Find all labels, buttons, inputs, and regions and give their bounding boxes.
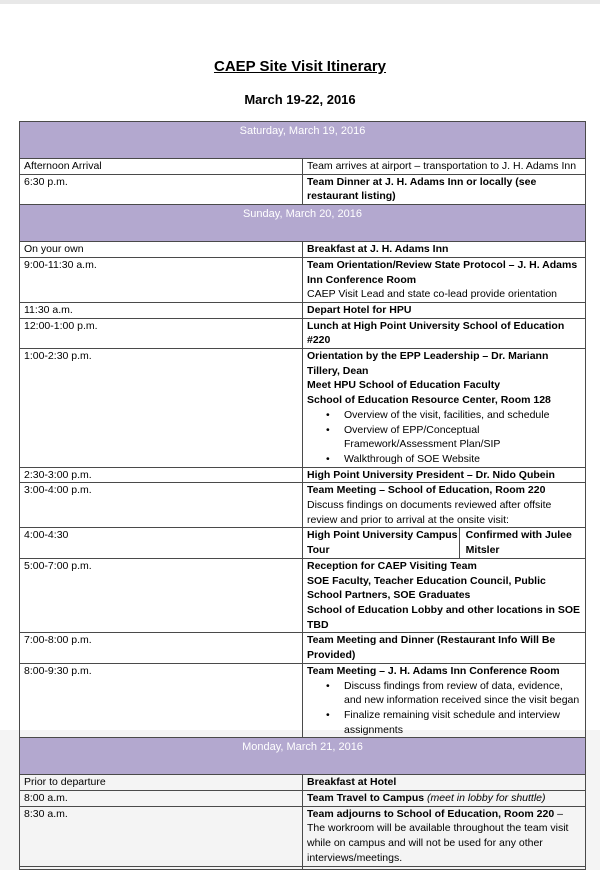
time-cell: 8:00 a.m. <box>20 791 303 807</box>
activity-line: CAEP Visit Lead and state co-lead provide orientation <box>307 288 558 301</box>
activity-note: (meet in lobby for shuttle) <box>427 792 546 805</box>
campus-tour-label: High Point University Campus Tour <box>307 528 460 558</box>
activity-cell <box>303 257 586 302</box>
activity-line: School of Education Resource Center, Room 128 <box>307 394 551 407</box>
time-cell: 7:00-8:00 p.m. <box>20 633 303 663</box>
activity-cell <box>303 663 586 738</box>
itinerary-table <box>19 121 586 870</box>
activity-cell <box>303 528 586 558</box>
time-cell: Afternoon Arrival <box>20 159 303 175</box>
activity-line: Discuss findings on documents reviewed after offsite review and prior to arrival at the onsite visit: <box>307 499 552 526</box>
activity-cell: Team Meeting and Dinner (Restaurant Info Will Be Provided) <box>303 633 586 663</box>
list-item: • Walkthrough of SOE Website <box>344 452 581 467</box>
time-cell: 12:00-1:00 p.m. <box>20 318 303 348</box>
table-row <box>20 775 586 791</box>
activity-line: Orientation by the EPP Leadership – Dr. Mariann Tillery, Dean <box>307 350 549 377</box>
table-row <box>20 791 586 807</box>
day-header-monday: Monday, March 21, 2016 <box>20 738 586 775</box>
activity-line: SOE Faculty, Teacher Education Council, Public School Partners, SOE Graduates <box>307 574 546 602</box>
day-header-sunday: Sunday, March 20, 2016 <box>20 205 586 242</box>
table-row <box>20 558 586 633</box>
page-edge <box>0 0 600 4</box>
activity-cell: Lunch at High Point University School of Education #220 <box>303 318 586 348</box>
list-item: • Finalize remaining visit schedule and interview assignments <box>344 708 581 737</box>
list-item: • Overview of EPP/Conceptual Framework/Assessment Plan/SIP <box>344 423 581 452</box>
document-dates: March 19-22, 2016 <box>244 92 356 107</box>
table-row <box>20 349 586 468</box>
time-cell: 4:00-4:30 <box>20 528 303 558</box>
time-cell: On your own <box>20 242 303 258</box>
activity-cell <box>303 483 586 528</box>
activity-line: Meet HPU School of Education Faculty <box>307 379 501 392</box>
activity-line: Team Meeting – J. H. Adams Inn Conference Room <box>307 664 560 677</box>
activity-cell: Depart Hotel for HPU <box>303 302 586 318</box>
table-row <box>20 257 586 302</box>
table-row <box>20 242 586 258</box>
time-cell: Prior to departure <box>20 775 303 791</box>
time-cell: 9:00-11:30 a.m. <box>20 257 303 302</box>
bullet-list <box>307 679 581 738</box>
time-cell: 8:30 a.m. <box>20 806 303 866</box>
activity-line: School of Education Lobby and other locations in SOE TBD <box>307 603 581 631</box>
activity-cell: Team arrives at airport – transportation to J. H. Adams Inn <box>303 159 586 175</box>
table-row <box>20 483 586 528</box>
day-header-saturday: Saturday, March 19, 2016 <box>20 122 586 159</box>
table-row <box>20 302 586 318</box>
activity-cell: High Point University President – Dr. Nido Qubein <box>303 467 586 483</box>
activity-line: Team Travel to Campus <box>307 792 425 805</box>
activity-cell: Team Dinner at J. H. Adams Inn or locally (see restaurant listing) <box>303 174 586 204</box>
bullet-list <box>307 408 581 467</box>
time-cell: 3:00-4:00 p.m. <box>20 483 303 528</box>
list-item: • Overview of the visit, facilities, and schedule <box>344 408 581 423</box>
table-row <box>20 528 586 558</box>
activity-line: Team Orientation/Review State Protocol – J. H. Adams Inn Conference Room <box>307 258 578 286</box>
activity-line: Team adjourns to School of Education, Room 220 <box>307 807 555 820</box>
activity-cell <box>303 791 586 807</box>
activity-note: –The workroom will be available throughout the team visit while on campus and will not be used for any other interviews/meetings. <box>307 807 569 864</box>
activity-cell: Breakfast at J. H. Adams Inn <box>303 242 586 258</box>
table-row <box>20 663 586 738</box>
activity-line: Reception for CAEP Visiting Team <box>307 559 477 572</box>
list-item: • Discuss findings from review of data, evidence, and new information received since the visit began <box>344 679 581 708</box>
time-cell: 6:30 p.m. <box>20 174 303 204</box>
time-cell: 8:00-9:30 p.m. <box>20 663 303 738</box>
activity-line: Team Meeting – School of Education, Room 220 <box>307 484 546 497</box>
time-cell: 2:30-3:00 p.m. <box>20 467 303 483</box>
time-cell: 1:00-2:30 p.m. <box>20 349 303 468</box>
time-cell: 5:00-7:00 p.m. <box>20 558 303 633</box>
table-row <box>20 866 586 869</box>
table-row <box>20 174 586 204</box>
table-row <box>20 633 586 663</box>
activity-cell <box>303 806 586 866</box>
activity-cell: Breakfast at Hotel <box>303 775 586 791</box>
activity-cell <box>303 349 586 468</box>
table-row <box>20 318 586 348</box>
table-row <box>20 159 586 175</box>
table-row <box>20 806 586 866</box>
table-row <box>20 467 586 483</box>
confirmation-note: Confirmed with Julee Mitsler <box>465 529 572 557</box>
time-cell: 11:30 a.m. <box>20 302 303 318</box>
document-title: CAEP Site Visit Itinerary <box>213 58 387 75</box>
activity-cell <box>303 558 586 633</box>
